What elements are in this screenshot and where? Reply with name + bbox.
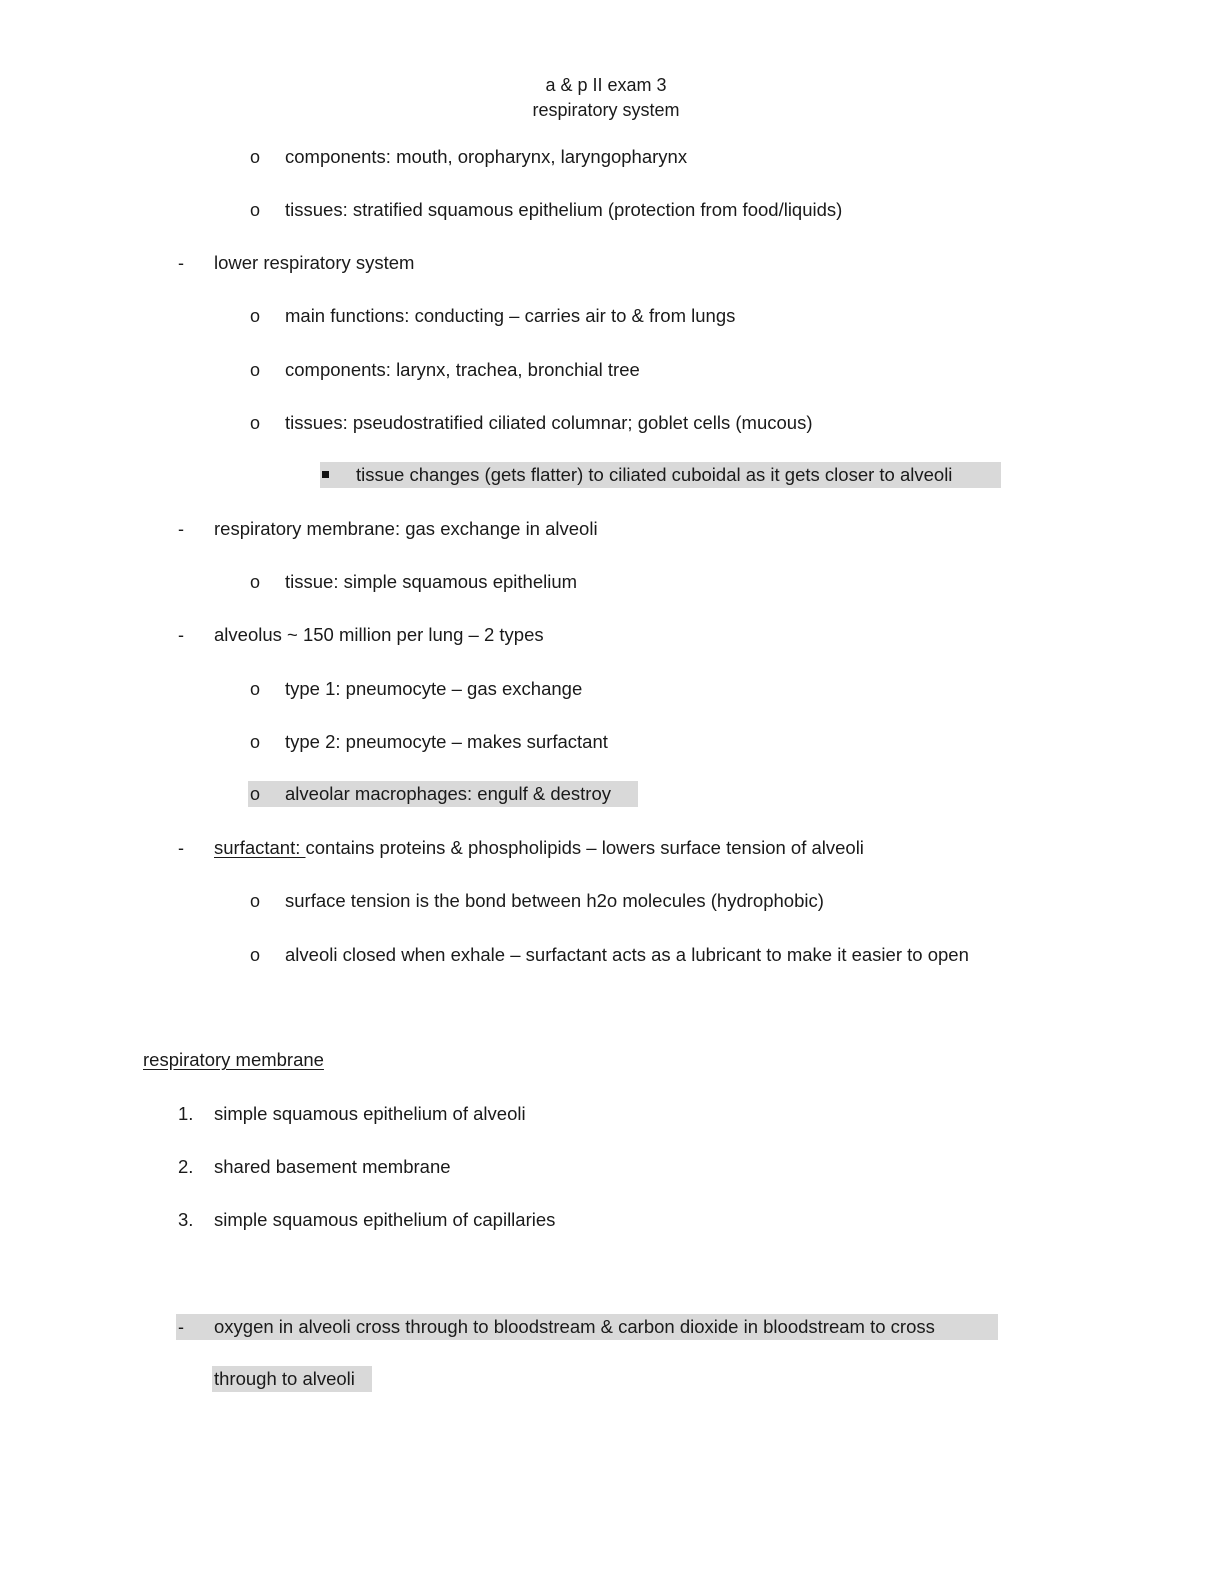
bullet-marker: o <box>250 200 261 220</box>
bullet-marker: o <box>250 732 261 752</box>
list-item: alveoli closed when exhale – surfactant acts as a lubricant to make it easier to open <box>285 944 969 965</box>
dash-marker: - <box>178 625 184 645</box>
bullet-marker: o <box>250 413 261 433</box>
note-line-1: oxygen in alveoli cross through to bloodstream & carbon dioxide in bloodstream to cross <box>214 1316 935 1337</box>
list-item: tissues: stratified squamous epithelium (protection from food/liquids) <box>285 199 843 220</box>
bullet-marker: o <box>250 306 261 326</box>
list-item: components: mouth, oropharynx, laryngopharynx <box>285 146 688 167</box>
term-definition: contains proteins & phospholipids – lowers surface tension of alveoli <box>305 837 864 858</box>
bullet-marker: o <box>250 572 261 592</box>
dash-marker: - <box>178 519 184 539</box>
list-item: shared basement membrane <box>214 1156 451 1177</box>
list-item: type 1: pneumocyte – gas exchange <box>285 678 583 699</box>
list-item: tissues: pseudostratified ciliated columnar; goblet cells (mucous) <box>285 412 813 433</box>
list-item: components: larynx, trachea, bronchial tree <box>285 359 640 380</box>
dash-marker: - <box>178 838 184 858</box>
dash-marker: - <box>178 253 184 273</box>
list-item <box>214 835 864 861</box>
list-item: alveolus ~ 150 million per lung – 2 types <box>214 624 544 645</box>
list-item: respiratory membrane: gas exchange in alveoli <box>214 518 598 539</box>
list-number: 1. <box>178 1103 194 1124</box>
bullet-marker: o <box>250 784 261 804</box>
bullet-marker: o <box>250 679 261 699</box>
list-item: simple squamous epithelium of capillaries <box>214 1209 556 1230</box>
list-item: main functions: conducting – carries air to & from lungs <box>285 305 736 326</box>
section-heading: respiratory membrane <box>143 1049 324 1070</box>
list-item: surface tension is the bond between h2o molecules (hydrophobic) <box>285 890 824 911</box>
list-item: type 2: pneumocyte – makes surfactant <box>285 731 608 752</box>
list-item-highlighted: alveolar macrophages: engulf & destroy <box>285 783 611 804</box>
bullet-marker: o <box>250 147 261 167</box>
list-item: tissue: simple squamous epithelium <box>285 571 578 592</box>
document-subtitle: respiratory system <box>532 100 680 120</box>
square-bullet-icon <box>322 471 329 478</box>
list-number: 2. <box>178 1156 194 1177</box>
bullet-marker: o <box>250 360 261 380</box>
list-item: simple squamous epithelium of alveoli <box>214 1103 526 1124</box>
list-item-highlighted: tissue changes (gets flatter) to ciliated cuboidal as it gets closer to alveoli <box>356 464 953 485</box>
document-title: a & p II exam 3 <box>545 75 667 95</box>
list-number: 3. <box>178 1209 194 1230</box>
bullet-marker: o <box>250 945 261 965</box>
dash-marker: - <box>178 1317 184 1337</box>
term-surfactant: surfactant: <box>214 837 306 858</box>
list-item: lower respiratory system <box>214 252 415 273</box>
note-line-2: through to alveoli <box>214 1368 355 1389</box>
bullet-marker: o <box>250 891 261 911</box>
